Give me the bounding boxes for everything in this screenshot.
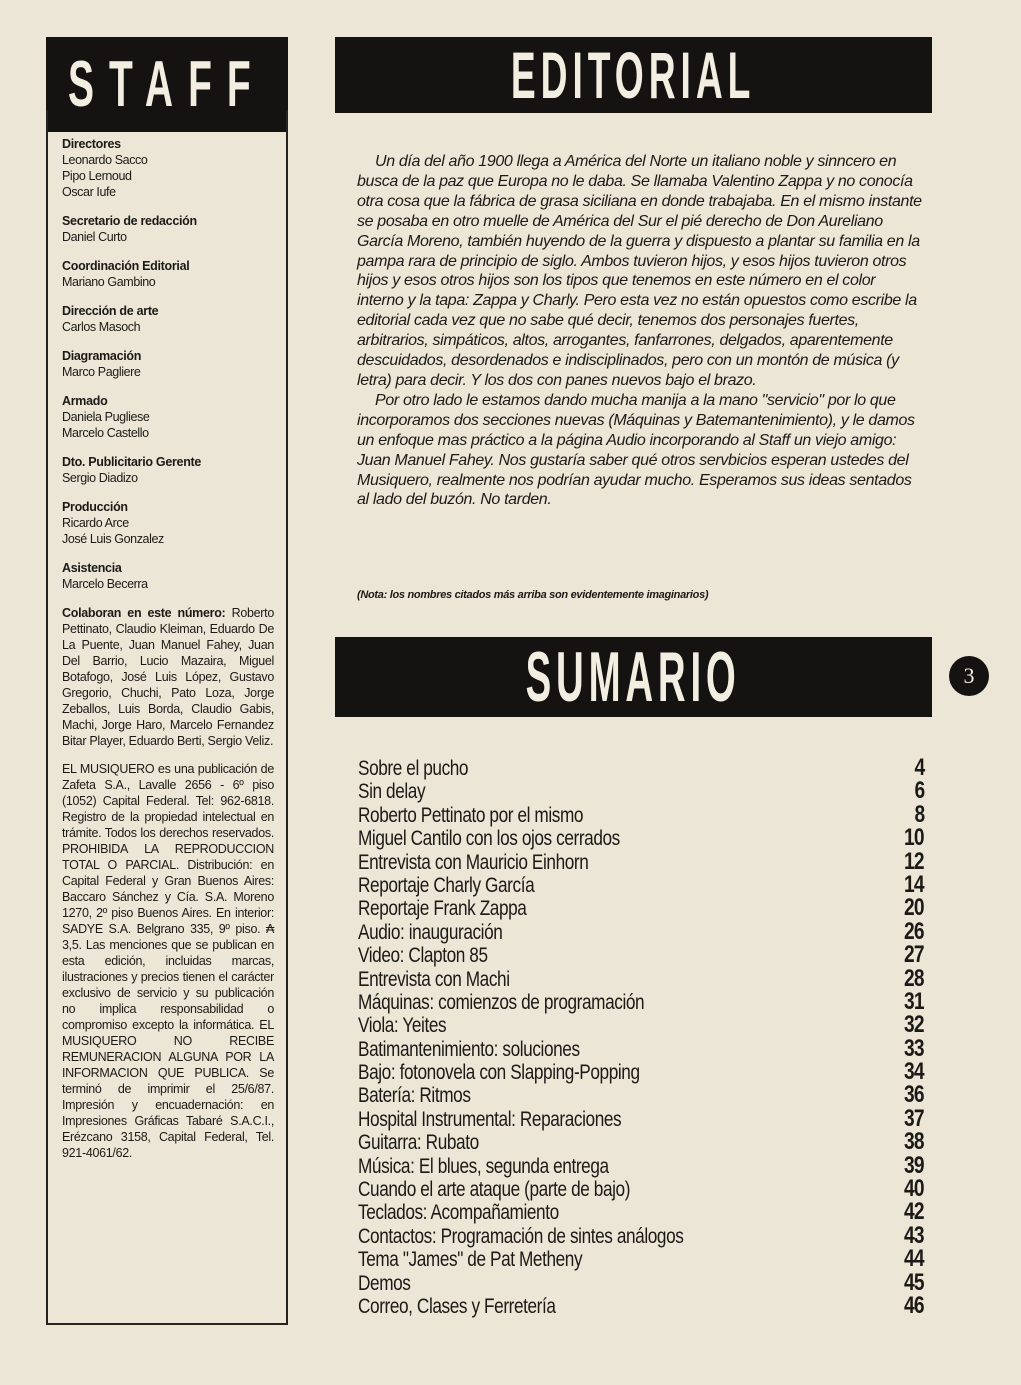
staff-name: José Luis Gonzalez (62, 532, 164, 546)
toc-item-title: Máquinas: comienzos de programación (358, 990, 645, 1014)
toc-item (358, 941, 924, 969)
staff-name: Marco Pagliere (62, 365, 141, 379)
toc-item (358, 800, 924, 828)
staff-name: Mariano Gambino (62, 275, 156, 289)
staff-section (62, 454, 274, 486)
toc-item (358, 917, 924, 945)
editorial-paragraph-1: Un día del año 1900 llega a América del Norte un italiano noble y sinncero en busca de la paz que Europa no le daba. Se llamaba Valentino Zappa y no conocía otra cosa que la fábrica de grasa siciliana en donde trabajaba. En el mismo instante se posaba en otro muelle de América del Sur el pié derecho de Don Aureliano García Moreno, también huyendo de la guerra y dispuesto a plantar su familia en la pampa rara de principio de siglo. Ambos tuvieron hijos, y esos hijos tuvieron otros hijos y esos otros hijos son los tipos que tenemos en este número en el color interno y la tapa: Zappa y Charly. Pero esta vez no están opuestos como escribe la editorial cada vez que no sabe qué decir, tenemos dos personajes fuertes, arbitrarios, simpáticos, altos, arrogantes, fanfarrones, delgados, aparentemente descuidados, desordenados e indisciplinados, pero con un montón de música (y letra) para decir. Y los dos con panes nuevos bajo el brazo. (357, 153, 922, 389)
toc-item-page: 33 (904, 1034, 924, 1062)
toc-item (358, 824, 924, 852)
staff-name: Ricardo Arce (62, 516, 129, 530)
toc-item-page: 12 (904, 847, 924, 875)
staff-section (62, 499, 274, 547)
toc-item-title: Sin delay (358, 780, 426, 804)
staff-sections (62, 136, 274, 592)
staff-role: Directores (62, 137, 121, 151)
toc-item-title: Reportaje Charly García (358, 873, 535, 897)
staff-role: Coordinación Editorial (62, 259, 190, 273)
staff-section (62, 560, 274, 592)
toc-item (358, 1058, 924, 1086)
toc-item-title: Batimantenimiento: soluciones (358, 1037, 580, 1061)
toc-item (358, 894, 924, 922)
toc-item (358, 870, 924, 898)
toc-item-page: 8 (914, 800, 924, 828)
staff-role: Secretario de redacción (62, 214, 197, 228)
toc-item-title: Batería: Ritmos (358, 1084, 471, 1108)
staff-section (62, 213, 274, 245)
toc-item (358, 1175, 924, 1203)
staff-name: Daniela Pugliese (62, 410, 150, 424)
staff-name: Marcelo Castello (62, 426, 149, 440)
staff-name: Leonardo Sacco (62, 153, 148, 167)
toc-item-title: Entrevista con Machi (358, 967, 510, 991)
toc-item-title: Teclados: Acompañamiento (358, 1201, 559, 1225)
toc-item-page: 28 (904, 964, 924, 992)
toc-item-page: 39 (904, 1151, 924, 1179)
staff-name: Pipo Lernoud (62, 169, 132, 183)
toc-item (358, 847, 924, 875)
staff-section (62, 258, 274, 290)
toc-item-title: Video: Clapton 85 (358, 944, 488, 968)
toc-item-page: 40 (904, 1175, 924, 1203)
staff-section (62, 303, 274, 335)
toc-item-title: Entrevista con Mauricio Einhorn (358, 850, 589, 874)
editorial-note: (Nota: los nombres citados más arriba son evidentemente imaginarios) (357, 589, 709, 601)
toc-item-page: 20 (904, 894, 924, 922)
toc-item-title: Bajo: fotonovela con Slapping-Popping (358, 1061, 640, 1085)
toc-item-title: Sobre el pucho (358, 757, 469, 780)
toc-item-title: Viola: Yeites (358, 1014, 447, 1038)
staff-section (62, 393, 274, 441)
toc-item-page: 42 (904, 1198, 924, 1226)
toc-item-page: 37 (904, 1104, 924, 1132)
editorial-text (357, 152, 922, 510)
sumario-header (335, 637, 932, 717)
toc-item-title: Roberto Pettinato por el mismo (358, 803, 584, 827)
toc-item (358, 987, 924, 1015)
toc-item (358, 1198, 924, 1226)
toc-item-title: Correo, Clases y Ferretería (358, 1294, 556, 1318)
toc-item-page: 27 (904, 941, 924, 969)
toc-item-title: Demos (358, 1271, 411, 1295)
toc-item-page: 32 (904, 1011, 924, 1039)
staff-section (62, 348, 274, 380)
toc-item-title: Reportaje Frank Zappa (358, 897, 527, 921)
toc-item-page: 44 (904, 1245, 924, 1273)
toc-item-page: 4 (914, 754, 924, 781)
toc-item-page: 36 (904, 1081, 924, 1109)
toc-item (358, 1221, 924, 1249)
colaboran-label: Colaboran en este número: (62, 606, 226, 620)
toc-item-page: 10 (904, 824, 924, 852)
toc-item-page: 43 (904, 1221, 924, 1249)
toc-item-page: 31 (904, 987, 924, 1015)
sumario-title: SUMARIO (526, 637, 741, 717)
toc-item-title: Audio: inauguración (358, 920, 503, 944)
staff-role: Dirección de arte (62, 304, 159, 318)
editorial-paragraph-2: Por otro lado le estamos dando mucha manija a la mano "servicio" por lo que incorporamos dos secciones nuevas (Máquinas y Batemantenimiento), y le damos un enfoque mas práctico a la página Audio incorporando al Staff un viejo amigo: Juan Manuel Fahey. Nos gustaría saber qué otros servbicios esperan ustedes del Musiquero, realmente nos podrían ayudar mucho. Esperamos sus ideas sentados al lado del buzón. No tarden. (357, 391, 915, 509)
toc-item-page: 46 (904, 1291, 924, 1319)
legal-text: EL MUSIQUERO es una publicación de Zafeta S.A., Lavalle 2656 - 6º piso (1052) Capital Federal. Tel: 962-6818. Registro de la propiedad intelectual en trámite. Todos los derechos reservados. PROHIBIDA LA REPRODUCCION TOTAL O PARCIAL. Distribución: en Capital Federal y Gran Buenos Aires: Baccaro Sánchez y Cía. S.A. Moreno 1270, 2º piso Buenos Aires. En interior: SADYE S.A. Belgrano 335, 9º piso. ₳ 3,5. Las menciones que se publican en esta edición, incluidas marcas, ilustraciones y precios tienen el carácter exclusivo de servicio y su publicación no implica responsabilidad o compromiso excepto la informática. EL MUSIQUERO NO RECIBE REMUNERACION ALGUNA POR LA INFORMACION QUE PUBLICA. Se terminó de imprimir el 25/6/87. Impresión y encuadernación: en Impresiones Gráficas Tabaré S.A.C.I., Erézcano 3158, Capital Federal, Tel. 921-4061/62. (62, 762, 274, 1160)
toc-item (358, 1128, 924, 1156)
toc-item (358, 1104, 924, 1132)
toc-item-page: 6 (914, 777, 924, 805)
toc-item-title: Contactos: Programación de sintes análogos (358, 1224, 684, 1248)
colaboran-block (62, 605, 274, 749)
table-of-contents (358, 754, 924, 1319)
staff-role: Producción (62, 500, 128, 514)
toc-item (358, 1034, 924, 1062)
staff-name: Daniel Curto (62, 230, 127, 244)
toc-item-page: 34 (904, 1058, 924, 1086)
staff-role: Dto. Publicitario Gerente (62, 455, 202, 469)
staff-name: Marcelo Becerra (62, 577, 148, 591)
toc-item-title: Música: El blues, segunda entrega (358, 1154, 609, 1178)
toc-item-page: 38 (904, 1128, 924, 1156)
toc-item-page: 45 (904, 1268, 924, 1296)
toc-item (358, 1291, 924, 1319)
staff-name: Oscar Iufe (62, 185, 116, 199)
staff-role: Diagramación (62, 349, 142, 363)
toc-item-title: Tema "James" de Pat Metheny (358, 1248, 583, 1272)
page-number-badge: 3 (949, 656, 989, 696)
editorial-header (335, 37, 932, 113)
editorial-title: EDITORIAL (511, 38, 756, 112)
toc-item-title: Cuando el arte ataque (parte de bajo) (358, 1178, 631, 1202)
staff-title: STAFF (68, 48, 266, 121)
staff-role: Asistencia (62, 561, 122, 575)
staff-section (62, 136, 274, 200)
staff-role: Armado (62, 394, 108, 408)
toc-item (358, 754, 924, 781)
staff-name: Carlos Masoch (62, 320, 141, 334)
toc-item-title: Miguel Cantilo con los ojos cerrados (358, 827, 620, 851)
staff-box (46, 110, 288, 1325)
toc-item-page: 14 (904, 870, 924, 898)
toc-item (358, 964, 924, 992)
toc-item (358, 1151, 924, 1179)
staff-name: Sergio Diadizo (62, 471, 138, 485)
toc-item (358, 1081, 924, 1109)
toc-item-title: Hospital Instrumental: Reparaciones (358, 1107, 622, 1131)
toc-item-title: Guitarra: Rubato (358, 1131, 479, 1155)
toc-item-page: 26 (904, 917, 924, 945)
colaboran-text: Roberto Pettinato, Claudio Kleiman, Eduardo De La Puente, Juan Manuel Fahey, Juan Del Barrio, Lucio Mazaira, Miguel Botafogo, José Luis López, Gustavo Gregorio, Chuchi, Pato Loza, Jorge Zeballos, Luis Borda, Claudio Gabis, Machi, Jorge Haro, Marcelo Fernandez Bitar Player, Eduardo Berti, Sergio Veliz. (62, 606, 274, 748)
